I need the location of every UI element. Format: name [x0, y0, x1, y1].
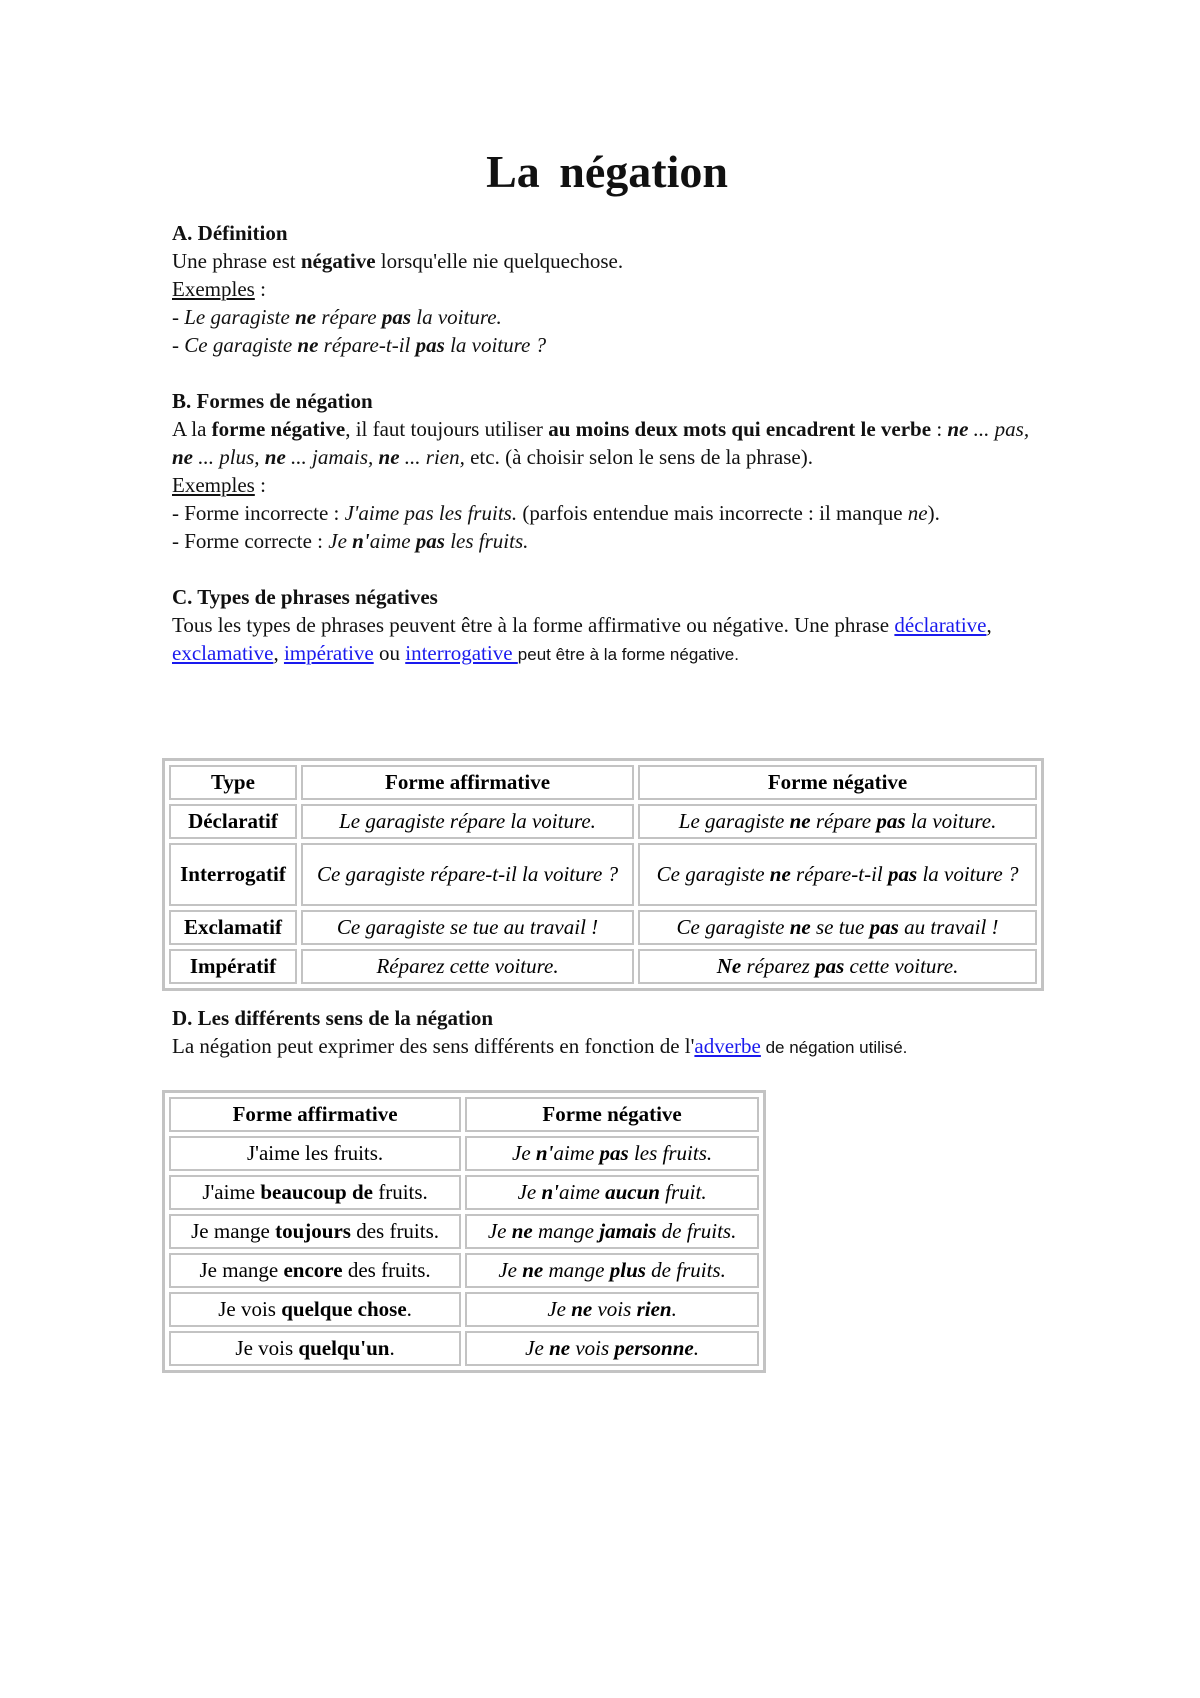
cell-text: J'aime les fruits.	[247, 1141, 384, 1165]
negation-word: ne	[172, 445, 193, 469]
document-page	[172, 145, 1042, 669]
types-text: Tous les types de phrases peuvent être à la forme affirmative ou négative. Une phrase	[172, 613, 895, 637]
example-text: répare-t-il	[318, 333, 416, 357]
negation-word: pas	[869, 915, 899, 939]
affirmative-cell	[169, 1292, 461, 1327]
section-c-heading: C. Types de phrases négatives	[172, 585, 438, 609]
header-text: Forme négative	[542, 1102, 682, 1126]
section-a-heading: A. Définition	[172, 221, 288, 245]
incorrect-note-ne: ne	[907, 501, 928, 525]
cell-text: Je mange	[199, 1258, 284, 1282]
types-sep: ou	[373, 641, 406, 665]
table-row	[169, 843, 1037, 906]
section-b	[172, 387, 1042, 555]
negation-word: ne	[789, 915, 811, 939]
rule-italic: ... pas,	[968, 417, 1030, 441]
negation-word: pas	[599, 1141, 629, 1165]
table-header-row	[169, 1097, 759, 1132]
example-text: la voiture ?	[444, 333, 547, 357]
table-row	[169, 910, 1037, 945]
table-row	[169, 1292, 759, 1327]
cell-text: Je vois	[235, 1336, 299, 1360]
negation-word: n'	[352, 529, 370, 553]
table-header-row	[169, 765, 1037, 800]
negation-word: ne	[522, 1258, 544, 1282]
cell-text: réparez	[741, 954, 816, 978]
example-text: Le garagiste	[184, 305, 296, 329]
section-c	[172, 583, 1042, 669]
definition-text-1: Une phrase est	[172, 249, 301, 273]
negation-word: jamais	[599, 1219, 657, 1243]
negation-word: n'	[541, 1180, 559, 1204]
example-text: Ce garagiste	[184, 333, 298, 357]
examples-colon: :	[254, 473, 266, 497]
type-text: Impératif	[189, 954, 277, 978]
link-adverbe[interactable]: adverbe	[694, 1034, 761, 1058]
table-row	[169, 1175, 759, 1210]
negation-word: pas	[876, 809, 906, 833]
negation-word: pas	[415, 333, 445, 357]
page-title: La négation	[486, 146, 728, 197]
negation-word: n'	[535, 1141, 554, 1165]
cell-text: la voiture ?	[917, 862, 1019, 886]
types-sep: ,	[273, 641, 284, 665]
type-cell	[169, 910, 297, 945]
affirmative-cell: Le garagiste répare la voiture.	[301, 804, 634, 839]
negation-word: pas	[815, 954, 845, 978]
rule-text: , il faut toujours utiliser	[345, 417, 549, 441]
cell-text: répare-t-il	[790, 862, 888, 886]
types-sep: ,	[986, 613, 992, 637]
cell-text: Ce garagiste	[676, 915, 790, 939]
cell-text: Le garagiste	[678, 809, 790, 833]
correct-label: - Forme correcte :	[172, 529, 329, 553]
rule-bold: forme négative	[211, 417, 346, 441]
rule-bold: au moins deux mots qui encadrent le verbe	[548, 417, 932, 441]
negation-word: aucun	[605, 1180, 660, 1204]
section-d	[172, 1004, 1042, 1062]
affirmative-cell: Ce garagiste répare-t-il la voiture ?	[301, 843, 634, 906]
cell-text: des fruits.	[350, 1219, 440, 1243]
type-text: Exclamatif	[183, 915, 282, 939]
negative-cell	[638, 843, 1037, 906]
link-exclamative[interactable]: exclamative	[172, 641, 274, 665]
cell-text: Je	[517, 1180, 542, 1204]
negation-word: ne	[549, 1336, 571, 1360]
sentence-types-table	[162, 758, 1044, 991]
table-row	[169, 804, 1037, 839]
negation-word: pas	[888, 862, 918, 886]
example-1	[172, 303, 1042, 331]
types-paragraph	[172, 611, 1042, 669]
senses-text: La négation peut exprimer des sens différents en fonction de l'	[172, 1034, 695, 1058]
negative-cell	[638, 910, 1037, 945]
correct-text: aime	[369, 529, 416, 553]
table-row	[169, 1214, 759, 1249]
negation-word: ne	[297, 333, 319, 357]
negation-word: ne	[571, 1297, 593, 1321]
negation-word: Ne	[716, 954, 742, 978]
affirmative-cell: Ce garagiste se tue au travail !	[301, 910, 634, 945]
table-row	[169, 1253, 759, 1288]
adverb-word: encore	[283, 1258, 343, 1282]
section-b-heading: B. Formes de négation	[172, 389, 373, 413]
negation-word: ne	[511, 1219, 533, 1243]
cell-text: aime	[553, 1141, 600, 1165]
negative-cell	[638, 804, 1037, 839]
table-row	[169, 1136, 759, 1171]
cell-text: la voiture.	[905, 809, 997, 833]
cell-text: .	[389, 1336, 395, 1360]
type-cell	[169, 804, 297, 839]
affirmative-cell	[169, 1331, 461, 1366]
affirmative-cell	[169, 1253, 461, 1288]
example-2	[172, 331, 1042, 359]
header-text: Forme négative	[767, 770, 908, 794]
examples-label-line	[172, 275, 1042, 303]
negation-word: personne	[614, 1336, 694, 1360]
types-tail: peut être à la forme négative.	[517, 645, 739, 664]
cell-text: .	[693, 1336, 699, 1360]
adverb-word: beaucoup de	[260, 1180, 373, 1204]
cell-text: au travail !	[898, 915, 999, 939]
table-row	[169, 1331, 759, 1366]
incorrect-label: - Forme incorrecte :	[172, 501, 345, 525]
rule-text: A la	[172, 417, 212, 441]
link-declarative[interactable]: déclarative	[894, 613, 987, 637]
cell-text: Je	[498, 1258, 523, 1282]
correct-form	[172, 527, 1042, 555]
negative-cell	[465, 1136, 759, 1171]
examples-colon: :	[254, 277, 266, 301]
negative-cell	[638, 949, 1037, 984]
cell-text: Je vois	[218, 1297, 282, 1321]
adverb-word: toujours	[275, 1219, 351, 1243]
negation-word: plus	[609, 1258, 646, 1282]
type-text: Interrogatif	[180, 862, 286, 886]
link-imperative[interactable]: impérative	[283, 641, 374, 665]
type-text: Déclaratif	[188, 809, 278, 833]
rule-italic: ... rien,	[399, 445, 465, 469]
cell-text: mange	[543, 1258, 610, 1282]
cell-text: des fruits.	[342, 1258, 431, 1282]
incorrect-note: (parfois entendue mais incorrecte : il manque	[517, 501, 908, 525]
table-header-cell	[638, 765, 1037, 800]
definition-text-2: lorsqu'elle nie quelquechose.	[375, 249, 624, 273]
rule-paragraph	[172, 415, 1042, 471]
negation-word: ne	[947, 417, 969, 441]
cell-text: vois	[570, 1336, 615, 1360]
cell-text: vois	[592, 1297, 637, 1321]
definition-bold: négative	[300, 249, 376, 273]
negation-word: pas	[381, 305, 411, 329]
negation-word: ne	[295, 305, 317, 329]
table-header-cell	[465, 1097, 759, 1132]
negative-cell	[465, 1292, 759, 1327]
incorrect-example: J'aime pas les fruits.	[344, 501, 518, 525]
section-a	[172, 219, 1042, 359]
senses-paragraph	[172, 1032, 1042, 1062]
incorrect-note-end: ).	[927, 501, 940, 525]
cell-text: aime	[558, 1180, 606, 1204]
header-text: Forme affirmative	[232, 1102, 398, 1126]
definition-line	[172, 247, 1042, 275]
adverb-word: quelque chose	[281, 1297, 407, 1321]
rule-italic: ... plus,	[193, 445, 265, 469]
table-row	[169, 949, 1037, 984]
rule-italic: ... jamais,	[285, 445, 379, 469]
section-d-heading: D. Les différents sens de la négation	[172, 1006, 494, 1030]
negation-senses-table	[162, 1090, 766, 1373]
cell-text: de fruits.	[645, 1258, 726, 1282]
cell-text: Je	[525, 1336, 550, 1360]
correct-text: Je	[328, 529, 353, 553]
link-interrogative[interactable]: interrogative	[405, 641, 518, 665]
examples-label-line	[172, 471, 1042, 499]
correct-text: les fruits.	[444, 529, 529, 553]
cell-text: Ce garagiste	[656, 862, 770, 886]
table-header-cell	[169, 1097, 461, 1132]
cell-text: Je	[547, 1297, 572, 1321]
negation-word: ne	[789, 809, 811, 833]
senses-tail: de négation utilisé.	[760, 1038, 908, 1057]
cell-text: J'aime	[202, 1180, 261, 1204]
examples-label: Exemples	[172, 473, 255, 497]
example-text: répare	[316, 305, 382, 329]
example-text: la voiture.	[411, 305, 502, 329]
rule-text: :	[931, 417, 948, 441]
affirmative-cell	[169, 1175, 461, 1210]
header-text: Forme affirmative	[385, 770, 551, 794]
cell-text: les fruits.	[628, 1141, 713, 1165]
table-header-cell	[301, 765, 634, 800]
negation-word: ne	[378, 445, 400, 469]
negation-word: ne	[769, 862, 791, 886]
cell-text: répare	[810, 809, 877, 833]
cell-text: mange	[532, 1219, 600, 1243]
cell-text: .	[671, 1297, 677, 1321]
cell-text: Je mange	[191, 1219, 276, 1243]
negative-cell	[465, 1214, 759, 1249]
cell-text: fruits.	[372, 1180, 428, 1204]
affirmative-cell	[169, 1136, 461, 1171]
type-cell	[169, 949, 297, 984]
affirmative-cell	[169, 1214, 461, 1249]
table-header-cell	[169, 765, 297, 800]
examples-label: Exemples	[172, 277, 255, 301]
rule-text: etc. (à choisir selon le sens de la phrase).	[464, 445, 813, 469]
negative-cell	[465, 1175, 759, 1210]
cell-text: Je	[512, 1141, 536, 1165]
cell-text: .	[406, 1297, 412, 1321]
negation-word: ne	[264, 445, 286, 469]
incorrect-form	[172, 499, 1042, 527]
header-text: Type	[210, 770, 255, 794]
example-dash: -	[172, 305, 185, 329]
adverb-word: quelqu'un	[298, 1336, 390, 1360]
affirmative-cell: Réparez cette voiture.	[301, 949, 634, 984]
cell-text: fruit.	[659, 1180, 707, 1204]
negative-cell	[465, 1253, 759, 1288]
example-dash: -	[172, 333, 185, 357]
negative-cell	[465, 1331, 759, 1366]
negation-word: rien	[636, 1297, 672, 1321]
cell-text: de fruits.	[656, 1219, 737, 1243]
cell-text: cette voiture.	[844, 954, 959, 978]
type-cell	[169, 843, 297, 906]
negation-word: pas	[415, 529, 445, 553]
cell-text: se tue	[810, 915, 870, 939]
cell-text: Je	[487, 1219, 512, 1243]
